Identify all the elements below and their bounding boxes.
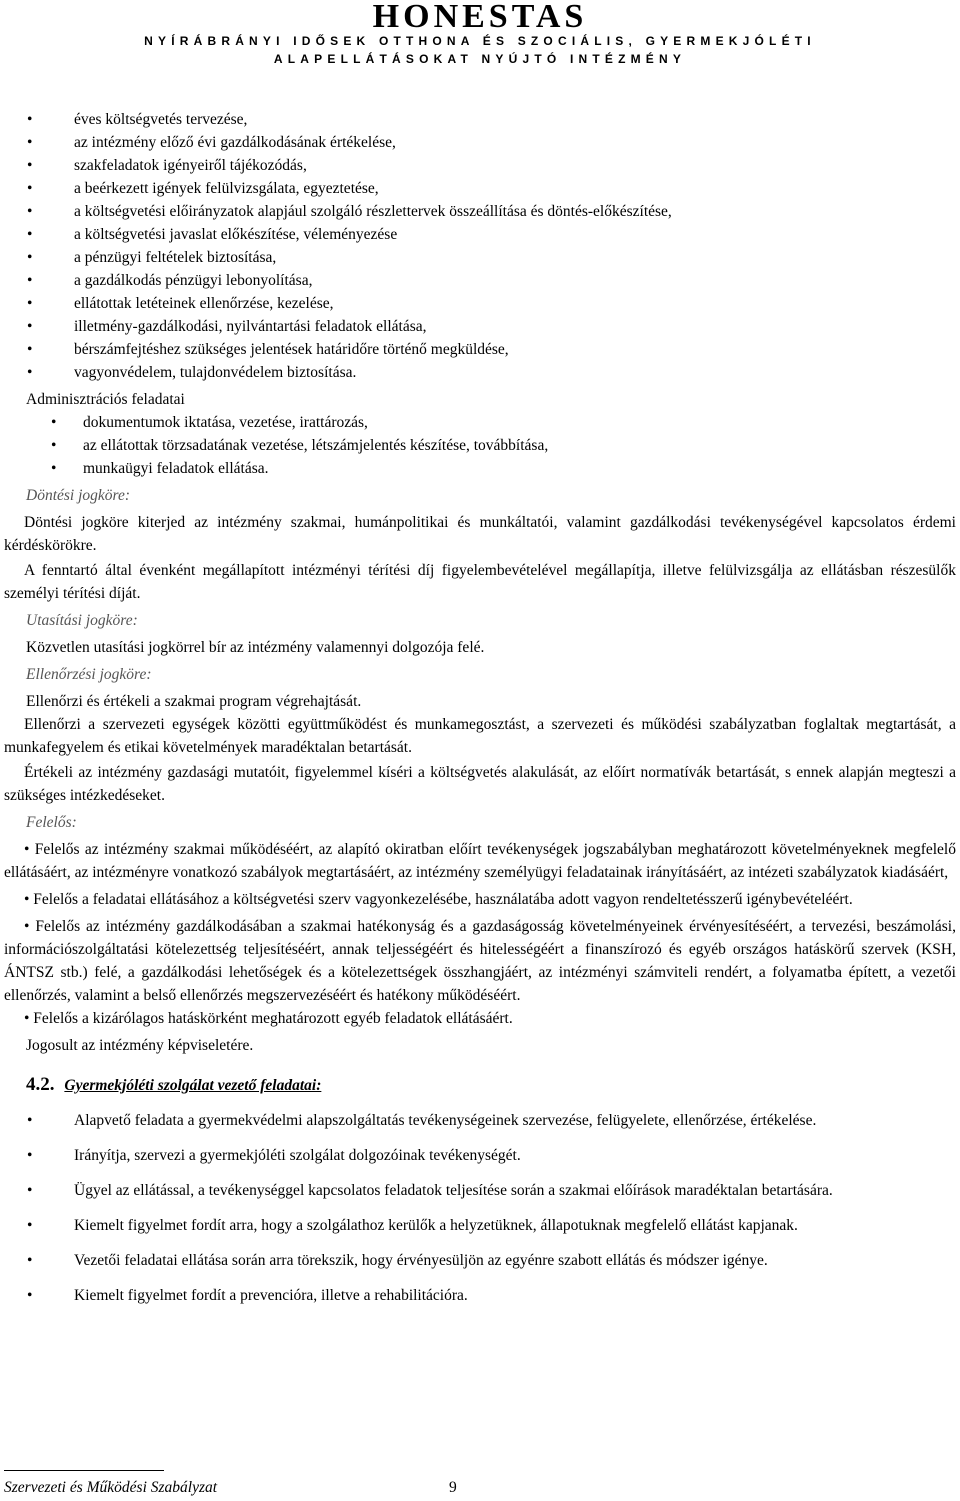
list-item: • bérszámfejtéshez szükséges jelentések határidőre történő megküldése,	[4, 338, 956, 361]
ellenorzesi-paragraph-2: Ellenőrzi a szervezeti egységek közötti együttműködést és munkamegosztást, a szervezeti és működési szabályzatban foglaltak megtartását, a munkafegyelem és etikai követelmények maradéktalan betartását.	[4, 716, 956, 756]
document-body	[4, 108, 956, 1319]
dontesi-heading: Döntési jogköre:	[26, 487, 131, 504]
felelos-paragraph-4: • Felelős a kizárólagos hatáskörként meghatározott egyéb feladatok ellátásáért.	[24, 1010, 513, 1027]
institution-line-1: NYÍRÁBRÁNYI IDŐSEK OTTHONA ÉS SZOCIÁLIS, GYERMEKJÓLÉTI	[144, 34, 816, 48]
ellenorzesi-paragraph-1: Ellenőrzi és értékeli a szakmai program végrehajtását.	[26, 693, 362, 710]
list-item: • az ellátottak törzsadatának vezetése, létszámjelentés készítése, továbbítása,	[4, 434, 956, 457]
dontesi-paragraph-2: A fenntartó által évenként megállapított intézményi térítési díj figyelembevételével megállapítja, illetve felülvizsgálja az ellátásban részesülők személyi térítési díját.	[4, 562, 956, 602]
finance-task-list	[4, 108, 956, 384]
felelos-paragraph-1: • Felelős az intézmény szakmai működéséért, az alapító okiratban előírt tevékenységek jogszabályban meghatározott követelményeknek megfelelő ellátásáért, az intézményre vonatkozó szabályok megtartásáért, az intézmény személyügyi feladatainak irányításáért, az intézeti szabályzatok kiadásáért,	[4, 841, 956, 881]
jogosult-paragraph: Jogosult az intézmény képviseletére.	[26, 1037, 254, 1054]
felelos-heading: Felelős:	[26, 814, 77, 831]
list-item: • illetmény-gazdálkodási, nyilvántartási feladatok ellátása,	[4, 315, 956, 338]
institution-line-2: ALAPELLÁTÁSOKAT NYÚJTÓ INTÉZMÉNY	[273, 52, 687, 66]
brand-title	[0, 0, 960, 35]
footer-title: Szervezeti és Működési Szabályzat	[4, 1479, 218, 1496]
list-item: • éves költségvetés tervezése,	[4, 108, 956, 131]
utasitasi-paragraph: Közvetlen utasítási jogkörrel bír az intézmény valamennyi dolgozója felé.	[26, 639, 485, 656]
page-header	[0, 0, 960, 68]
list-item: • ellátottak letéteinek ellenőrzése, kezelése,	[4, 292, 956, 315]
list-item: • Vezetői feladatai ellátása során arra törekszik, hogy érvényesüljön az egyénre szabott ellátás és módszer igénye.	[4, 1249, 956, 1272]
list-item: • Irányítja, szervezi a gyermekjóléti szolgálat dolgozóinak tevékenységét.	[4, 1144, 956, 1167]
list-item: • a költségvetési előirányzatok alapjául szolgáló részlettervek összeállítása és döntés-előkészítése,	[4, 200, 956, 223]
list-item: • a költségvetési javaslat előkészítése, véleményezése	[4, 223, 956, 246]
felelos-paragraph-3: • Felelős az intézmény gazdálkodásában a szakmai hatékonyság és a gazdaságosság követelményeinek érvényesítéséért, a tervezési, beszámolási, információszolgáltatási kötelezettség teljesítéséért, annak teljességéért és hitelességéért a finanszírozó és egyéb országos hatáskörű szervek (KSH, ÁNTSZ stb.) felé, a gazdálkodási lehetőségek és a kötelezettségek összhangjáért, az intézményi számviteli rendért, a folyamatba épített, a vezetői ellenőrzés, valamint a belső ellenőrzés megszervezéséért és hatékony működéséért.	[4, 918, 956, 1004]
list-item: • munkaügyi feladatok ellátása.	[4, 457, 956, 480]
felelos-paragraph-2: • Felelős a feladatai ellátásához a költségvetési szerv vagyonkezelésébe, használatába adott vagyon rendeltetésszerű igénybevételéért.	[24, 891, 853, 908]
section-number: 4.2.	[26, 1074, 55, 1095]
dontesi-paragraph-1: Döntési jogköre kiterjed az intézmény szakmai, humánpolitikai és munkáltatói, valamint gazdálkodási tevékenységével kapcsolatos érdemi kérdéskörökre.	[4, 514, 956, 554]
list-item: • a beérkezett igények felülvizsgálata, egyeztetése,	[4, 177, 956, 200]
list-item: • Kiemelt figyelmet fordít arra, hogy a szolgálathoz kerülők a helyzetüknek, állapotuknak megfelelő ellátást kapjanak.	[4, 1214, 956, 1237]
page-footer	[4, 1476, 457, 1499]
list-item: • Ügyel az ellátással, a tevékenységgel kapcsolatos feladatok teljesítése során a szakmai előírások maradéktalan betartására.	[4, 1179, 956, 1202]
list-item: • Kiemelt figyelmet fordít a prevencióra, illetve a rehabilitációra.	[4, 1284, 956, 1307]
admin-heading: Adminisztrációs feladatai	[26, 391, 185, 408]
list-item: • vagyonvédelem, tulajdonvédelem biztosítása.	[4, 361, 956, 384]
utasitasi-heading: Utasítási jogköre:	[26, 612, 138, 629]
admin-task-list	[4, 411, 956, 480]
ellenorzesi-heading: Ellenőrzési jogköre:	[26, 666, 152, 683]
section-heading	[4, 1073, 956, 1097]
list-item: • a pénzügyi feltételek biztosítása,	[4, 246, 956, 269]
list-item: • szakfeladatok igényeiről tájékozódás,	[4, 154, 956, 177]
ellenorzesi-paragraph-3: Értékeli az intézmény gazdasági mutatóit, figyelemmel kíséri a költségvetés alakulását, az előírt normatívák betartását, s ennek alapján megteszi a szükséges intézkedéseket.	[4, 764, 956, 804]
footer-divider	[4, 1470, 164, 1471]
list-item: • dokumentumok iktatása, vezetése, irattározás,	[4, 411, 956, 434]
list-item: • Alapvető feladata a gyermekvédelmi alapszolgáltatás tevékenységeinek szervezése, felügyelete, ellenőrzése, értékelése.	[4, 1109, 956, 1132]
list-item: • a gazdálkodás pénzügyi lebonyolítása,	[4, 269, 956, 292]
brand-text: HONESTAS	[372, 0, 588, 35]
list-item: • az intézmény előző évi gazdálkodásának értékelése,	[4, 131, 956, 154]
page-number: 9	[449, 1479, 457, 1496]
section-title: Gyermekjóléti szolgálat vezető feladatai:	[64, 1077, 322, 1094]
